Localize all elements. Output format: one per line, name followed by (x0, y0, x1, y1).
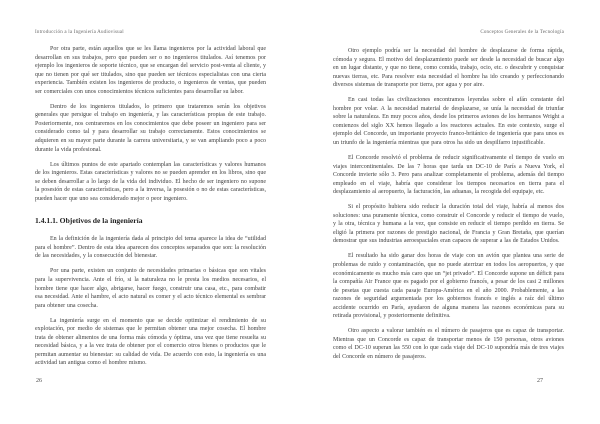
paragraph: El Concorde resolvió el problema de reducir significativamente el tiempo de vuelo en viajes intercontinentales. De las 7 horas que tarda un DC-10 de París a Nueva York, el Concorde invierte sólo 3. Pero para analizar completamente el problema, además del tiempo empleado en el viaje, habría que considerar los tiempos necesarios en tierra para el desplazamiento al aeropuerto, la facturación, las aduanas, la recogida del equipaje, etc. (333, 155, 564, 196)
paragraph: Los últimos puntos de este apartado contemplan las características y valores humanos de los ingenieros. Estas características y valores no se pueden aprender en los libros, sino que se deben desarrollar a lo largo de la vida del individuo. El hecho de ser ingeniero no supone la posesión de estas características, pero a la inversa, la posesión o no de estas características, pueden hacer que uno sea considerado mejor o peor ingeniero. (35, 161, 266, 202)
paragraph: Por una parte, existen un conjunto de necesidades primarias o básicas que son vitales para la supervivencia. Ante el frío, si la naturaleza no le presta los medios necesarios, el hombre tiene que hacer algo, abrigarse, hacer fuego, construir una casa, etc., para combatir esa necesidad. Ante el hambre, el acto natural es comer y el acto técnico elemental es sembrar para obtener una cosecha. (35, 268, 266, 309)
page-number-left: 26 (36, 378, 42, 384)
paragraph: Otro aspecto a valorar también es el número de pasajeros que es capaz de transportar. Mientras que un Concorde es capaz de transportar menos de 150 personas, otros aviones como el DC-10 superan las 550 con lo que cada viaje del DC-10 supondría más de tres viajes del Concorde en número de pasajeros. (333, 328, 564, 360)
paragraph: La ingeniería surge en el momento que se decide optimizar el rendimiento de su explotación, por medio de sistemas que le permitan obtener una mejor cosecha. El hombre trata de obtener alimentos de una forma más cómoda y óptima, una vez que tiene resuelta su necesidad básica, y a la vez trata de obtener por el comercio otros bienes o productos que le permitan aumentar su bienestar: su calidad de vida. De acuerdo con esto, la ingeniería es una actividad tan antigua como el hombre mismo. (35, 317, 266, 367)
paragraph: Por otra parte, están aquellos que se les llama ingenieros por la actividad laboral que desarrollan en sus trabajos, pero que pueden ser o no ingenieros titulados. Así tenemos por ejemplo los ingenieros de soporte técnico, que se encargan del servicio post-venta al cliente, y que no tienen por qué ser titulados, sino que pueden ser técnicos especialistas con una cierta experiencia. También existen los ingenieros de producto, o ingenieros de ventas, que pueden ser comerciales con unos conocimientos técnicos suficientes para desarrollar su labor. (35, 46, 266, 95)
page-number-right: 27 (537, 378, 543, 384)
paragraph: Si el propósito hubiera sido reducir la duración total del viaje, habría al menos dos soluciones: una puramente técnica, como construir el Concorde y reducir el tiempo de vuelo, y la otra, técnica y humana a la vez, que consiste en reducir el tiempo perdido en tierra. Se eligió la primera por razones de prestigio nacional, de Francia y Gran Bretaña, que querían demostrar que sus industrias aeroespaciales eran capaces de superar a las de Estados Unidos. (333, 204, 564, 245)
section-heading: 1.4.1.1. Objetivos de la ingeniería (35, 216, 143, 226)
paragraph: En casi todas las civilizaciones encontramos leyendas sobre el afán constante del hombre por volar. A la necesidad material de desplazarse, se unía la necesidad de triunfar sobre la naturaleza. En muy pocos años, desde los primeros aviones de los hermanos Wright a comienzos del siglo XX hemos llegado a los reactores actuales. En este contexto, surge el ejemplo del Concorde, un importante proyecto franco-británico de ingeniería que para unos es un triunfo de la ingeniería mientras que para otros ha sido un despilfarro injustificable. (333, 97, 564, 146)
left-page (35, 29, 266, 374)
running-header-left: Introducción a la Ingeniería Audiovisual (35, 30, 124, 35)
paragraph: En la definición de la ingeniería dada al principio del tema aparece la idea de “utilidad para el hombre”. Dentro de esta idea aparecen dos conceptos separados que son: la resolución de las necesidades, y la consecución del bienestar. (35, 236, 266, 260)
paragraph: El resultado ha sido ganar dos horas de viaje con un avión que plantea una serie de problemas de ruido y contaminación, que no puede aterrizar en todos los aeropuertos, y que económicamente es mucho más caro que un “jet privado”. El Concorde supone un déficit para la compañía Air France que es pagado por el gobierno francés, a pesar de los casi 2 millones de pesetas que cuesta cada pasaje Europa-América en el año 2000. Probablemente, a las razones de seguridad argumentada por los gobiernos francés e inglés a raíz del último accidente ocurrido en París, ayudaron de alguna manera las razones económicas para su retirada provisional, y posteriormente definitiva. (333, 253, 564, 320)
paragraph: Dentro de los ingenieros titulados, lo primero que trataremos serán los objetivos generales que persigue el trabajo en ingeniería, y las características propias de este trabajo. Posteriormente, nos centraremos en los conocimientos que debe poseer un ingeniero para ser considerado como tal y para desarrollar su trabajo correctamente. Estos conocimientos se adquieren en su mayor parte durante la carrera universitaria, y se van ampliando poco a poco durante la vida profesional. (35, 103, 266, 153)
paragraph: Otro ejemplo podría ser la necesidad del hombre de desplazarse de forma rápida, cómoda y segura. El motivo del desplazamiento puede ser desde la necesidad de buscar algo en un lugar distante, y que no tiene, como comida, trabajo, ocio, etc. o descubrir y conquistar nuevas tierras, etc. Para resolver esta necesidad el hombre ha ido creando y perfeccionando diversos sistemas de transporte por tierra, por agua y por aire. (333, 48, 564, 89)
running-header-right: Conceptos Generales de la Tecnología (480, 30, 564, 35)
right-page (333, 29, 564, 368)
